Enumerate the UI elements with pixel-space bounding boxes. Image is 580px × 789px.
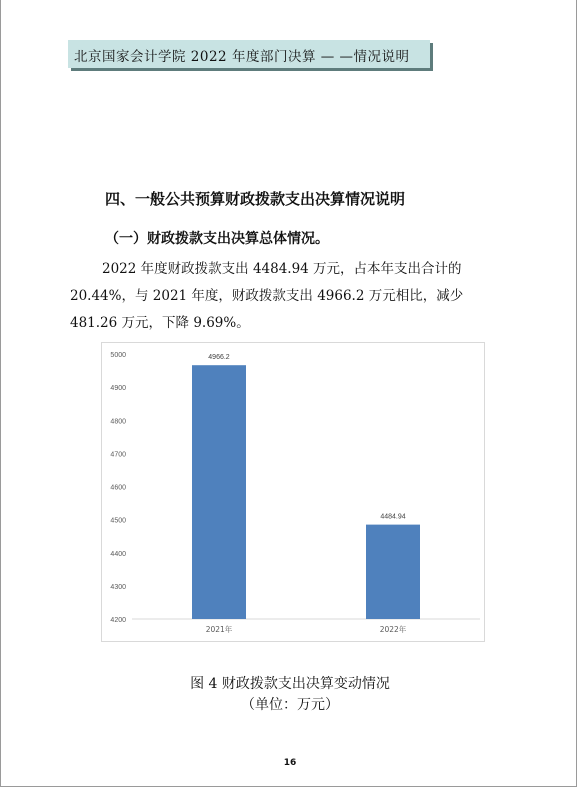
x-tick-label: 2021年: [205, 625, 233, 634]
y-tick-label: 4700: [110, 451, 126, 459]
paragraph-line: 20.44%，与 2021 年度，财政拨款支出 4966.2 万元相比，减少: [70, 288, 464, 304]
bar-chart: [101, 342, 485, 642]
bar-2021年: [192, 365, 246, 619]
paragraph-line: 2022 年度财政拨款支出 4484.94 万元，占本年支出合计的: [102, 261, 462, 277]
section-title: 四、一般公共预算财政拨款支出决算情况说明: [105, 190, 406, 208]
y-tick-label: 4200: [110, 617, 126, 624]
document-header-title: 北京国家会计学院 2022 年度部门决算 — —情况说明: [74, 49, 410, 65]
paragraph-line: 481.26 万元，下降 9.69%。: [70, 315, 250, 331]
bar-2022年: [366, 525, 420, 619]
figure-caption: 图 4 财政拨款支出决算变动情况: [190, 676, 390, 692]
page-number: 16: [283, 758, 297, 768]
y-tick-label: 4500: [110, 517, 126, 525]
bar-chart-svg: [102, 343, 486, 643]
data-label: 4966.2: [208, 354, 230, 362]
y-tick-label: 4400: [110, 550, 126, 558]
x-tick-label: 2022年: [379, 625, 407, 634]
y-tick-label: 4300: [110, 583, 126, 591]
data-label: 4484.94: [380, 513, 406, 521]
figure-unit: （单位：万元）: [241, 697, 339, 713]
y-tick-label: 4900: [110, 385, 126, 393]
y-tick-label: 4800: [110, 418, 126, 426]
subsection-title: （一）财政拨款支出决算总体情况。: [105, 231, 329, 247]
y-tick-label: 4600: [110, 484, 126, 492]
y-tick-label: 5000: [110, 352, 126, 359]
body-paragraph: [70, 256, 510, 337]
